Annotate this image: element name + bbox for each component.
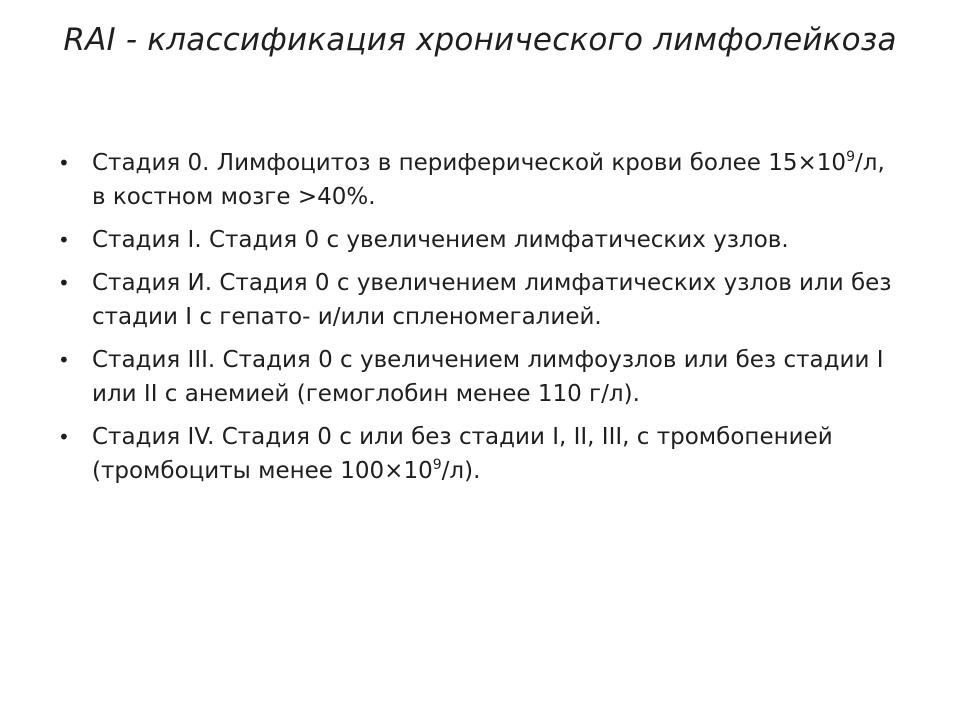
bullet-list [56,146,896,497]
bullet-icon: • [58,425,70,449]
bullet-icon: • [58,348,70,372]
bullet-icon: • [58,228,70,252]
list-item-stage-2 [56,266,896,334]
list-item-stage-1 [56,223,896,257]
item-text: Стадия I. Стадия 0 с увеличением лимфатических узлов. [92,227,789,253]
item-text: Стадия IV. Стадия 0 с или без стадии I, II, III, с тромбопенией (тромбоциты менее 100×10 [92,424,833,484]
item-text-suffix: /л). [441,458,481,484]
list-item-stage-3 [56,343,896,411]
bullet-icon: • [58,151,70,175]
item-superscript: 9 [846,149,855,165]
item-text-suffix: /л, в костном мозге >40%. [92,150,885,210]
list-item-stage-4 [56,420,896,488]
bullet-icon: • [58,271,70,295]
slide-title: RAI - классификация хронического лимфолейкоза [63,22,897,58]
list-item-stage-0 [56,146,896,214]
item-text: Стадия И. Стадия 0 с увеличением лимфатических узлов или без стадии I с гепато- и/или спленомегалией. [92,270,892,330]
item-text: Стадия 0. Лимфоцитоз в периферической крови более 15×10 [92,150,847,176]
item-superscript: 9 [432,457,442,473]
item-text: Стадия III. Стадия 0 с увеличением лимфоузлов или без стадии I или II с анемией (гемоглобин менее 110 г/л). [92,347,884,407]
